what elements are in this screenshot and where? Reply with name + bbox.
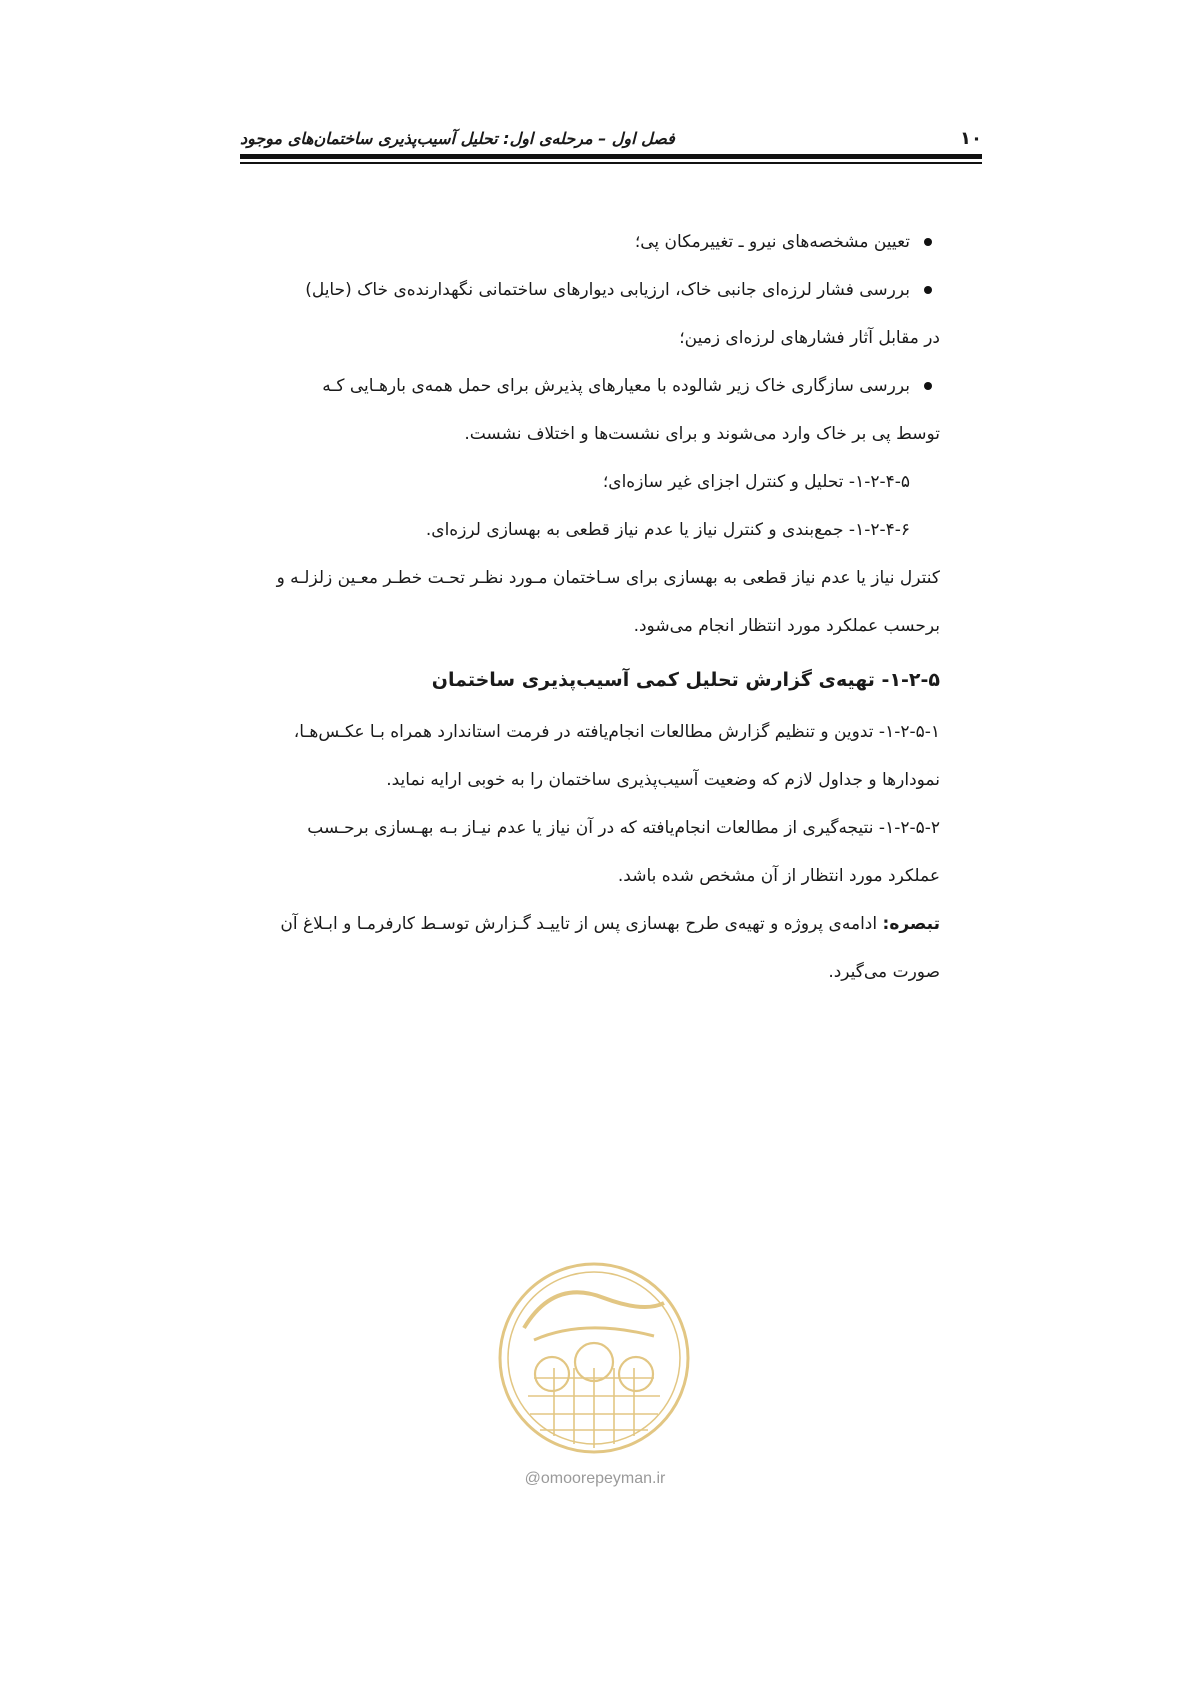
bullet-icon — [924, 382, 932, 390]
bullet-icon — [924, 286, 932, 294]
bullet-text: بررسی فشار لرزه‌ای جانبی خاک، ارزیابی دیوارهای ساختمانی نگهدارنده‌ی خاک (حایل) — [305, 280, 910, 300]
watermark-seal-icon — [494, 1258, 694, 1458]
bullet-icon — [924, 238, 932, 246]
bullet-continuation: توسط پی بر خاک وارد می‌شوند و برای نشست‌ها و اختلاف نشست. — [464, 424, 940, 444]
running-title: فصل اول – مرحله‌ی اول: تحلیل آسیب‌پذیری ساختمان‌های موجود — [240, 129, 675, 148]
paragraph-line: عملکرد مورد انتظار از آن مشخص شده باشد. — [617, 866, 940, 886]
note-paragraph — [240, 900, 940, 948]
bullet-continuation: در مقابل آثار فشارهای لرزه‌ای زمین؛ — [679, 328, 940, 348]
bullet-text: تعیین مشخصه‌های نیرو ـ تغییرمکان پی؛ — [634, 232, 910, 252]
paragraph-line: نمودارها و جداول لازم که وضعیت آسیب‌پذیری ساختمان را به خوبی ارایه نماید. — [386, 770, 940, 790]
numbered-item: ۱-۲-۴-۵- تحلیل و کنترل اجزای غیر سازه‌ای؛ — [602, 472, 910, 492]
page-number: ۱۰ — [960, 128, 982, 149]
watermark-caption: @omoorepeyman.ir — [524, 1470, 666, 1487]
paragraph-line: صورت می‌گیرد. — [828, 962, 940, 982]
bullet-item — [240, 362, 940, 410]
body-text — [240, 218, 940, 996]
paragraph-line: کنترل نیاز یا عدم نیاز قطعی به بهسازی برای سـاختمان مـورد نظـر تحـت خطـر معـین زلزلـه و — [276, 568, 940, 588]
bullet-item — [240, 266, 940, 314]
header-rule-thick — [240, 154, 982, 159]
numbered-item: ۱-۲-۵-۲- نتیجه‌گیری از مطالعات انجام‌یافته که در آن نیاز یا عدم نیـاز بـه بهـسازی برحـسب — [307, 818, 940, 838]
section-heading: ۱-۲-۵- تهیه‌ی گزارش تحلیل کمی آسیب‌پذیری ساختمان — [431, 669, 940, 691]
bullet-item — [240, 218, 940, 266]
paragraph-line: برحسب عملکرد مورد انتظار انجام می‌شود. — [633, 616, 940, 636]
note-label: تبصره: — [882, 914, 940, 934]
numbered-item: ۱-۲-۵-۱- تدوین و تنظیم گزارش مطالعات انجام‌یافته در فرمت استاندارد همراه بـا عکـس‌هـا، — [293, 722, 940, 742]
header-rule-thin — [240, 162, 982, 164]
numbered-item: ۱-۲-۴-۶- جمع‌بندی و کنترل نیاز یا عدم نیاز قطعی به بهسازی لرزه‌ای. — [425, 520, 910, 540]
page-header — [240, 128, 982, 150]
note-text: ادامه‌ی پروژه و تهیه‌ی طرح بهسازی پس از تاییـد گـزارش توسـط کارفرمـا و ابـلاغ آن — [280, 914, 878, 934]
bullet-text: بررسی سازگاری خاک زیر شالوده با معیارهای پذیرش برای حمل همه‌ی بارهـایی کـه — [322, 376, 910, 396]
